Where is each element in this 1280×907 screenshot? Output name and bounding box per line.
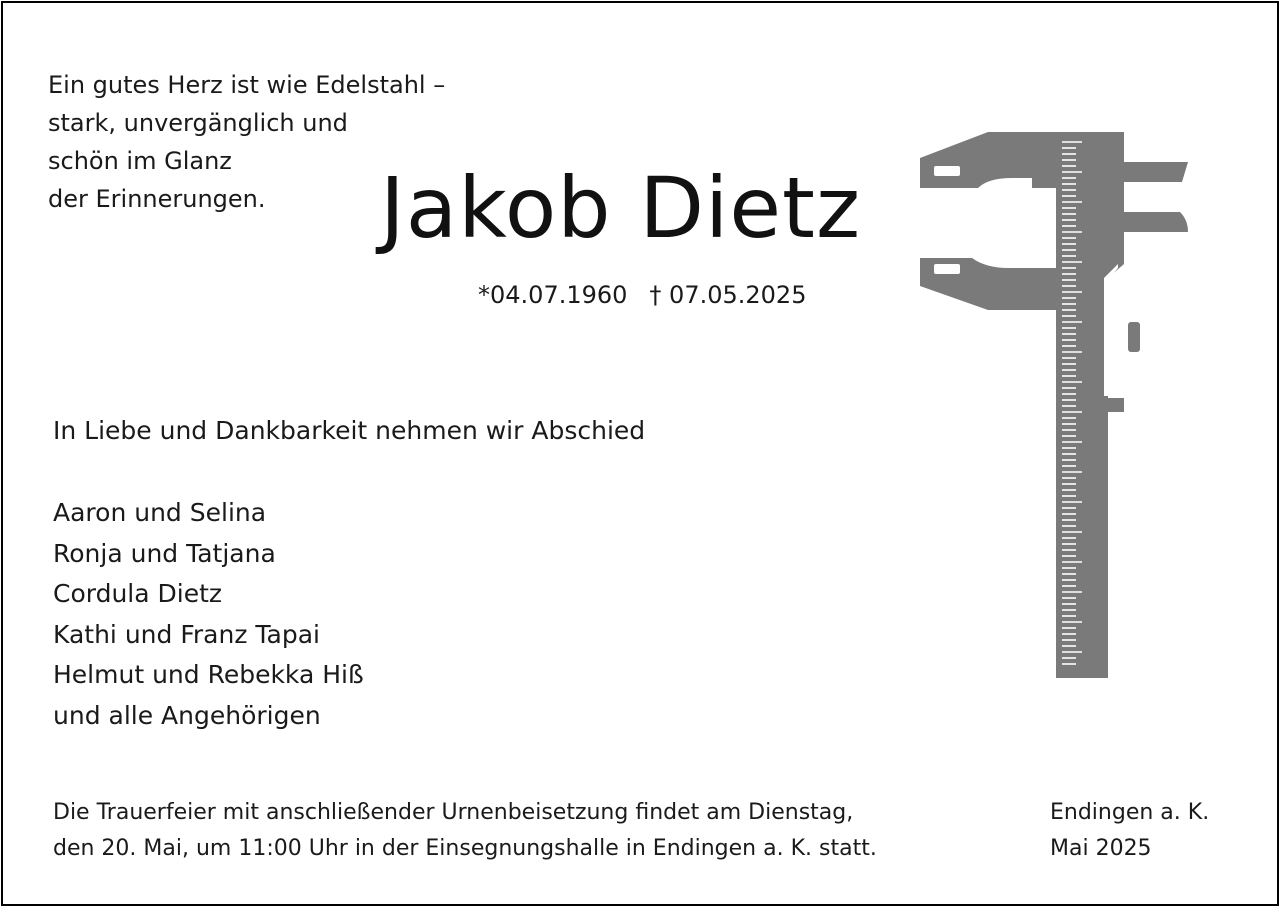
service-notice — [53, 795, 877, 867]
caliper-upper-jaw — [920, 132, 1056, 188]
mourner-item: Kathi und Franz Tapai — [53, 619, 320, 649]
caliper-icon — [912, 128, 1192, 682]
notice-date: Mai 2025 — [1050, 836, 1152, 861]
quote-line: Ein gutes Herz ist wie Edelstahl – — [48, 71, 446, 99]
quote-line: schön im Glanz — [48, 147, 232, 175]
caliper-right-prong-top — [1124, 162, 1188, 182]
place-name: Endingen a. K. — [1050, 800, 1210, 825]
mourner-item: Aaron und Selina — [53, 498, 267, 527]
mourner-item: Cordula Dietz — [53, 579, 223, 609]
mourner-item: und alle Angehörigen — [53, 700, 321, 730]
death-date: † 07.05.2025 — [649, 281, 807, 309]
service-line: Die Trauerfeier mit anschließender Urnenbeisetzung findet am Dienstag, — [53, 800, 854, 825]
mourner-item: Helmut und Rebekka Hiß — [53, 660, 364, 690]
caliper-right-prong-bottom — [1124, 212, 1188, 232]
life-dates — [478, 280, 806, 310]
quote-line: der Erinnerungen. — [48, 185, 266, 213]
farewell-text: In Liebe und Dankbarkeit nehmen wir Abschied — [53, 416, 646, 445]
caliper-thumb-screw — [1128, 322, 1140, 352]
place-date — [1050, 795, 1209, 867]
quote-line: stark, unvergänglich und — [48, 109, 348, 137]
deceased-name: Jakob Dietz — [380, 159, 862, 257]
mourners-list — [53, 493, 364, 737]
birth-date: *04.07.1960 — [478, 281, 628, 309]
mourner-item: Ronja und Tatjana — [53, 538, 276, 568]
service-line: den 20. Mai, um 11:00 Uhr in der Einsegnungshalle in Endingen a. K. statt. — [53, 836, 877, 861]
